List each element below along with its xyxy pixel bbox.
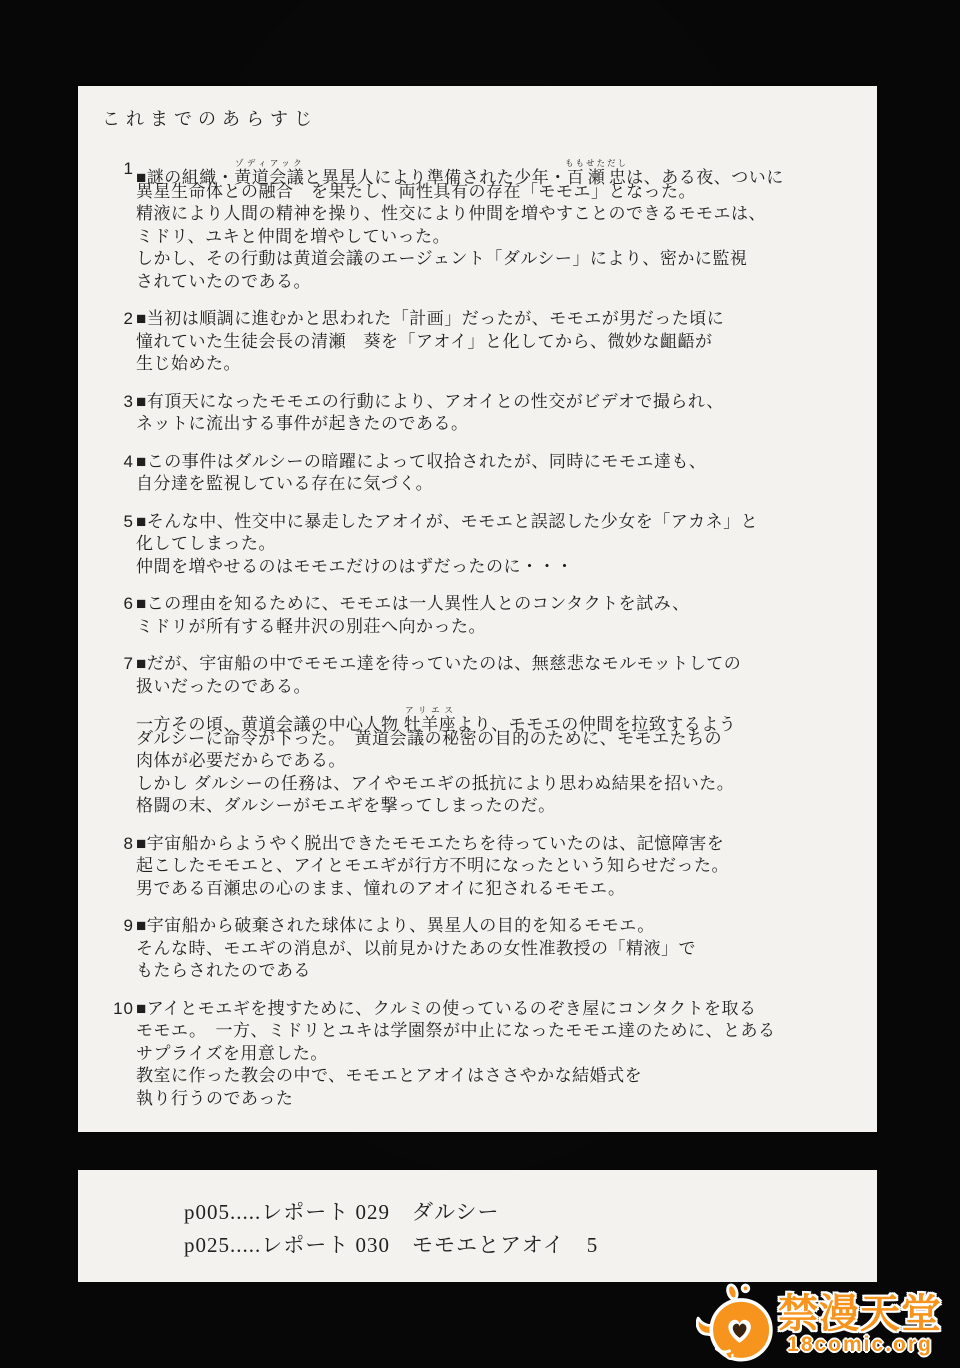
text-line: ダルシーに命令が下った。 黄道会議の秘密の目的のために、モモエたちの (136, 728, 723, 748)
item-number: 10 (113, 998, 134, 1018)
item-paragraph (136, 998, 857, 1111)
item-text (136, 308, 857, 376)
toc-list (184, 1196, 877, 1262)
item-number: 5 (123, 511, 134, 531)
item-paragraph (136, 391, 857, 436)
item-text (136, 451, 857, 496)
text-line: ■謎の組織・黄道会議ゾディアックと異星人により準備された少年・百瀬忠ももせただしは、ある夜、ついに (136, 158, 784, 187)
item-number: 2 (123, 309, 134, 328)
toc-line: p025.....レポート 030 モモエとアオイ 5 (184, 1233, 599, 1257)
item-number: 9 (123, 916, 134, 935)
item-paragraph (136, 833, 857, 901)
item-paragraph (136, 451, 857, 496)
item-number: 3 (123, 391, 134, 411)
text-line: ■宇宙船から破棄された球体により、異星人の目的を知るモモエ。 (136, 916, 655, 935)
text-line: ■この理由を知るために、モモエは一人異性人とのコンタクトを試み、 (136, 594, 690, 613)
text-line: ミドリが所有する軽井沢の別荘へ向かった。 (136, 616, 486, 636)
item-text (136, 653, 857, 818)
synopsis-item (100, 593, 857, 638)
text-line: もたらされたのである (136, 961, 311, 980)
page-title: これまでのあらすじ (102, 109, 318, 129)
text-line: ■だが、宇宙船の中でモモエ達を待っていたのは、無慈悲なモルモットしての (136, 654, 742, 673)
watermark-site-name: 禁漫天堂 (778, 1291, 942, 1336)
ruby-annotated-word: 黄道会議ゾディアック (234, 158, 305, 187)
watermark-text (778, 1291, 942, 1357)
text-line: そんな時、モエギの消息が、以前見かけたあの女性准教授の「精液」で (136, 938, 696, 958)
text-line: 仲間を増やせるのはモモエだけのはずだったのに・・・ (136, 556, 574, 576)
item-text (136, 593, 857, 638)
item-paragraph (136, 915, 857, 983)
synopsis-item (100, 308, 857, 376)
synopsis-item (100, 391, 857, 436)
item-number: 7 (123, 654, 134, 673)
text-line: 男である百瀬忠の心のまま、憧れのアオイに犯されるモモエ。 (136, 878, 626, 898)
item-text (136, 511, 857, 579)
text-line: しかし、その行動は黄道会議のエージェント「ダルシー」により、密かに監視 (136, 249, 748, 268)
text-line: ■有頂天になったモモエの行動により、アオイとの性交がビデオで撮られ、 (136, 391, 724, 411)
text-line: ミドリ、ユキと仲間を増やしていった。 (136, 226, 451, 246)
text-line: モモエ。 一方、ミドリとユキは学園祭が中止になったモモエ達のために、とある (136, 1021, 776, 1040)
item-paragraph (136, 511, 857, 579)
text-line: ■当初は順調に進むかと思われた「計画」だったが、モモエが男だった頃に (136, 309, 725, 328)
toc-panel (78, 1170, 877, 1282)
synopsis-item (100, 653, 857, 818)
item-text (136, 158, 857, 293)
ruby-annotated-word: 牡羊座アリエス (403, 705, 457, 734)
watermark (696, 1282, 942, 1366)
synopsis-item (100, 158, 857, 293)
synopsis-item (100, 915, 857, 983)
item-paragraph (136, 308, 857, 376)
synopsis-page (78, 86, 877, 1132)
item-paragraph (136, 593, 857, 638)
text-line: 一方その頃、黄道会議の中心人物 牡羊座アリエスより、モモエの仲間を拉致するよう (136, 705, 737, 734)
text-line: ネットに流出する事件が起きたのである。 (136, 414, 469, 433)
text-line: ■宇宙船からようやく脱出できたモモエたちを待っていたのは、記憶障害を (136, 833, 725, 853)
text-line: サプライズを用意した。 (136, 1043, 328, 1063)
ruby-annotated-word: 百瀬忠ももせただし (565, 158, 629, 187)
item-text (136, 833, 857, 901)
item-text (136, 998, 857, 1111)
synopsis-item (100, 511, 857, 579)
synopsis-item (100, 833, 857, 901)
text-line: しかし ダルシーの任務は、アイやモエギの抵抗により思わぬ結果を招いた。 (136, 773, 735, 793)
text-line: 執り行うのであった (136, 1088, 294, 1108)
text-line: 肉体が必要だからである。 (136, 751, 346, 770)
toc-line: p005.....レポート 029 ダルシー (184, 1200, 500, 1224)
text-line: されていたのである。 (136, 271, 311, 291)
item-paragraph (136, 158, 857, 293)
synopsis-item (100, 451, 857, 496)
text-line: 教室に作った教会の中で、モモエとアオイはささやかな結婚式を (136, 1066, 643, 1085)
synopsis-list (100, 158, 857, 1110)
text-line: 起こしたモモエと、アイとモエギが行方不明になったという知らせだった。 (136, 856, 729, 875)
watermark-site-url: 18comic.org (787, 1332, 933, 1356)
text-line: ■そんな中、性交中に暴走したアオイが、モモエと誤認した少女を「アカネ」と (136, 511, 759, 531)
orange-whale-mascot-icon (696, 1282, 776, 1366)
text-line: 精液により人間の精神を操り、性交により仲間を増やすことのできるモモエは、 (136, 204, 766, 223)
item-number: 8 (123, 833, 134, 853)
text-line: 格闘の末、ダルシーがモエギを撃ってしまったのだ。 (136, 796, 556, 815)
item-number: 4 (123, 451, 134, 471)
text-line: 憧れていた生徒会長の清瀬 葵を「アオイ」と化してから、微妙な齟齬が (136, 331, 713, 351)
item-number: 6 (123, 594, 134, 613)
text-line: ■この事件はダルシーの暗躍によって収拾されたが、同時にモモエ達も、 (136, 451, 707, 471)
text-line: 自分達を監視している存在に気づく。 (136, 474, 434, 493)
text-line: 異星生命体との融合 を果たし、両性具有の存在「モモエ」となった。 (136, 181, 696, 201)
text-line: 扱いだったのである。 (136, 676, 311, 696)
text-line: 生じ始めた。 (136, 354, 241, 373)
item-paragraph (136, 653, 857, 698)
text-line: ■アイとモエギを捜すために、クルミの使っているのぞき屋にコンタクトを取る (136, 998, 757, 1018)
text-line: 化してしまった。 (136, 534, 276, 553)
item-text (136, 391, 857, 436)
item-text (136, 915, 857, 983)
item-paragraph (136, 705, 857, 818)
item-number: 1 (123, 159, 134, 178)
synopsis-item (100, 998, 857, 1111)
